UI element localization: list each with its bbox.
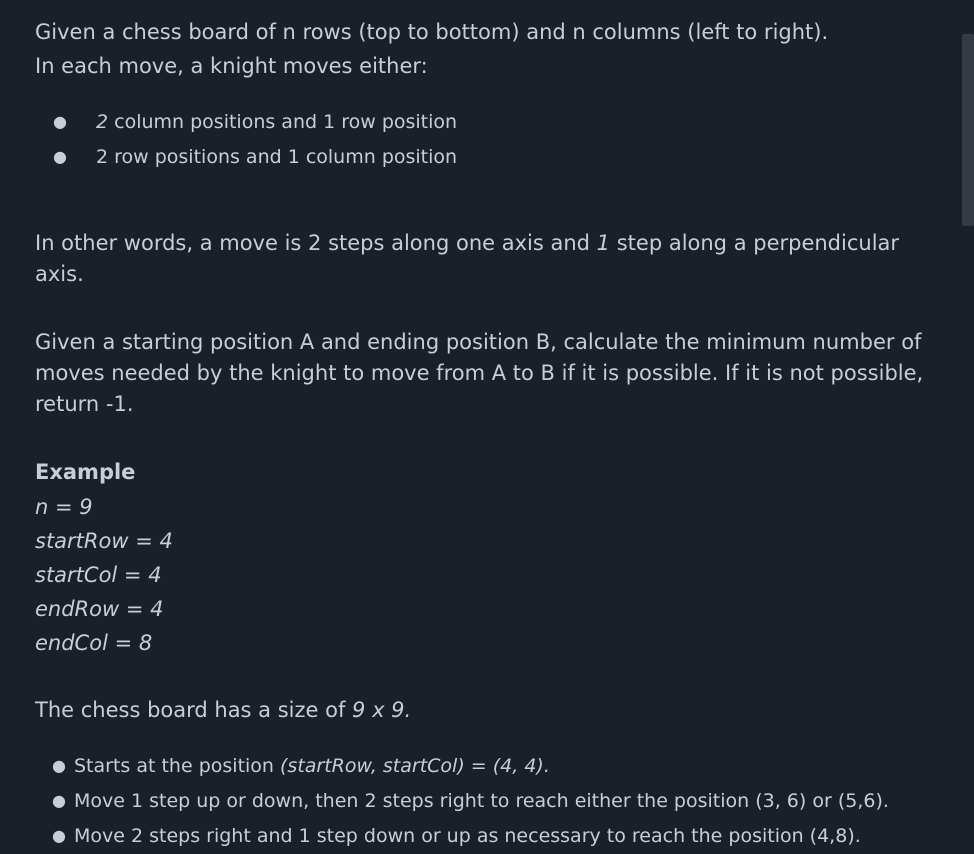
other-words-paragraph: In other words, a move is 2 steps along one axis and 1 step along a perpendicular axis. <box>35 231 900 286</box>
bullet-icon: ● <box>53 112 67 131</box>
scrollbar-thumb[interactable] <box>962 34 974 226</box>
move-count-italic: 2 <box>96 111 109 133</box>
example-line: startRow = 4 <box>35 529 173 553</box>
example-line: endRow = 4 <box>35 597 164 621</box>
example-heading: Example <box>35 460 136 484</box>
problem-page: Given a chess board of n rows (top to bottom) and n columns (left to right). In each move, a knight moves either: ● 2 column positions and 1 row position ● 2 row positions and 1 column position In other words, a move is 2 steps along one axis and 1 step along a perpendicular axis. Given a starting position A and ending position B, calculate the minimum number of moves needed by the knight to move from A to B if it is possible. If it is not possible, return -1. Example n = 9 startRow = 4 startCol = 4 endRow = 4 endCol = 8 The chess board has a size of 9 x 9. ● Starts at the position (startRow, startCol) = (4, 4). ● Move 1 step up or down, then 2 steps right to reach either the position (3, 6) or (5,6). ● Move 2 steps right and 1 step down or up as necessary to reach the position (4,8). <box>0 0 974 854</box>
board-size-line: The chess board has a size of 9 x 9. <box>35 698 412 722</box>
move-description: 2 row positions and 1 column position <box>96 146 458 168</box>
bullet-icon: ● <box>52 756 66 775</box>
bullet-icon: ● <box>52 791 66 810</box>
example-line: startCol = 4 <box>35 563 162 587</box>
move-description: column positions and 1 row position <box>108 111 458 133</box>
intro-line-1: Given a chess board of n rows (top to bottom) and n columns (left to right). <box>35 20 829 44</box>
task-paragraph: Given a starting position A and ending position B, calculate the minimum number of moves needed by the knight to move from A to B if it is possible. If it is not possible, return -1. <box>35 330 924 416</box>
intro-line-2: In each move, a knight moves either: <box>35 54 428 78</box>
example-line: endCol = 8 <box>35 631 153 655</box>
bullet-icon: ● <box>53 147 67 166</box>
bullet-icon: ● <box>52 826 66 845</box>
example-line: n = 9 <box>35 495 93 519</box>
